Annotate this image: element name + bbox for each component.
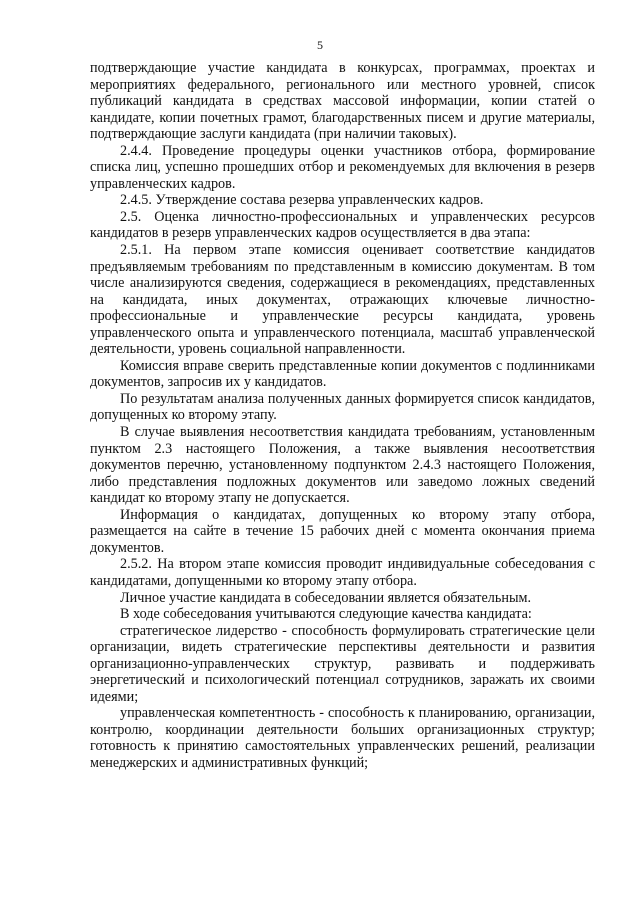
paragraph-info-publication: Информация о кандидатах, допущенных ко второму этапу отбора, размещается на сайте в течение 15 рабочих дней с момента окончания приема документов. (90, 506, 595, 556)
paragraph-2-5: 2.5. Оценка личностно-профессиональных и управленческих ресурсов кандидатов в резерв управленческих кадров осуществляется в два этапа: (90, 208, 595, 242)
paragraph-2-5-1: 2.5.1. На первом этапе комиссия оценивает соответствие кандидатов предъявляемым требованиям по представленным в комиссию документам. В том числе анализируются сведения, содержащиеся в рекомендациях, представленных на кандидата, иных документах, отражающих ключевые личностно-профессиональные и управленческие ресурсы кандидата, уровень управленческого опыта и управленческого потенциала, масштаб управленческой деятельности, уровень социальной направленности. (90, 242, 595, 358)
paragraph-management-competence: управленческая компетентность - способность к планированию, организации, контролю, координации деятельности больших организационных структур; готовность к принятию самостоятельных управленческих решений, реализации менеджерских и административных функций; (90, 705, 595, 771)
paragraph-nonconformity: В случае выявления несоответствия кандидата требованиям, установленным пунктом 2.3 настоящего Положения, а также выявления несоответствия документов перечню, установленному подпунктом 2.4.3 настоящего Положения, либо представления подложных документов или заведомо ложных сведений кандидат ко второму этапу не допускается. (90, 424, 595, 507)
paragraph-strategic-leadership: стратегическое лидерство - способность формулировать стратегические цели организации, видеть стратегические перспективы деятельности и развития организационно-управленческих структур, развивать и поддерживать энергетический и психологический потенциал сотрудников, заражать их своими идеями; (90, 622, 595, 705)
document-body (90, 60, 595, 772)
paragraph-2-4-5: 2.4.5. Утверждение состава резерва управленческих кадров. (120, 192, 484, 209)
paragraph-commission-verify: Комиссия вправе сверить представленные копии документов с подлинниками документов, запросив их у кандидатов. (90, 357, 595, 391)
page-number: 5 (317, 38, 323, 52)
paragraph-2-5-2: 2.5.2. На втором этапе комиссия проводит индивидуальные собеседования с кандидатами, допущенными ко второму этапу отбора. (90, 556, 595, 589)
paragraph-analysis-results: По результатам анализа полученных данных формируется список кандидатов, допущенных ко второму этапу. (90, 390, 595, 424)
paragraph-continuation: подтверждающие участие кандидата в конкурсах, программах, проектах и мероприятиях федерального, регионального или местного уровней, список публикаций кандидата в средствах массовой информации, копии статей о кандидате, копии почетных грамот, благодарственных писем и другие материалы, подтверждающие заслуги кандидата (при наличии таковых). (90, 60, 595, 143)
paragraph-personal-participation: Личное участие кандидата в собеседовании является обязательным. (120, 589, 532, 606)
paragraph-qualities-intro: В ходе собеседования учитываются следующие качества кандидата: (120, 606, 532, 623)
paragraph-2-4-4: 2.4.4. Проведение процедуры оценки участников отбора, формирование списка лиц, успешно прошедших отбор и рекомендуемых для включения в резерв управленческих кадров. (90, 142, 595, 192)
